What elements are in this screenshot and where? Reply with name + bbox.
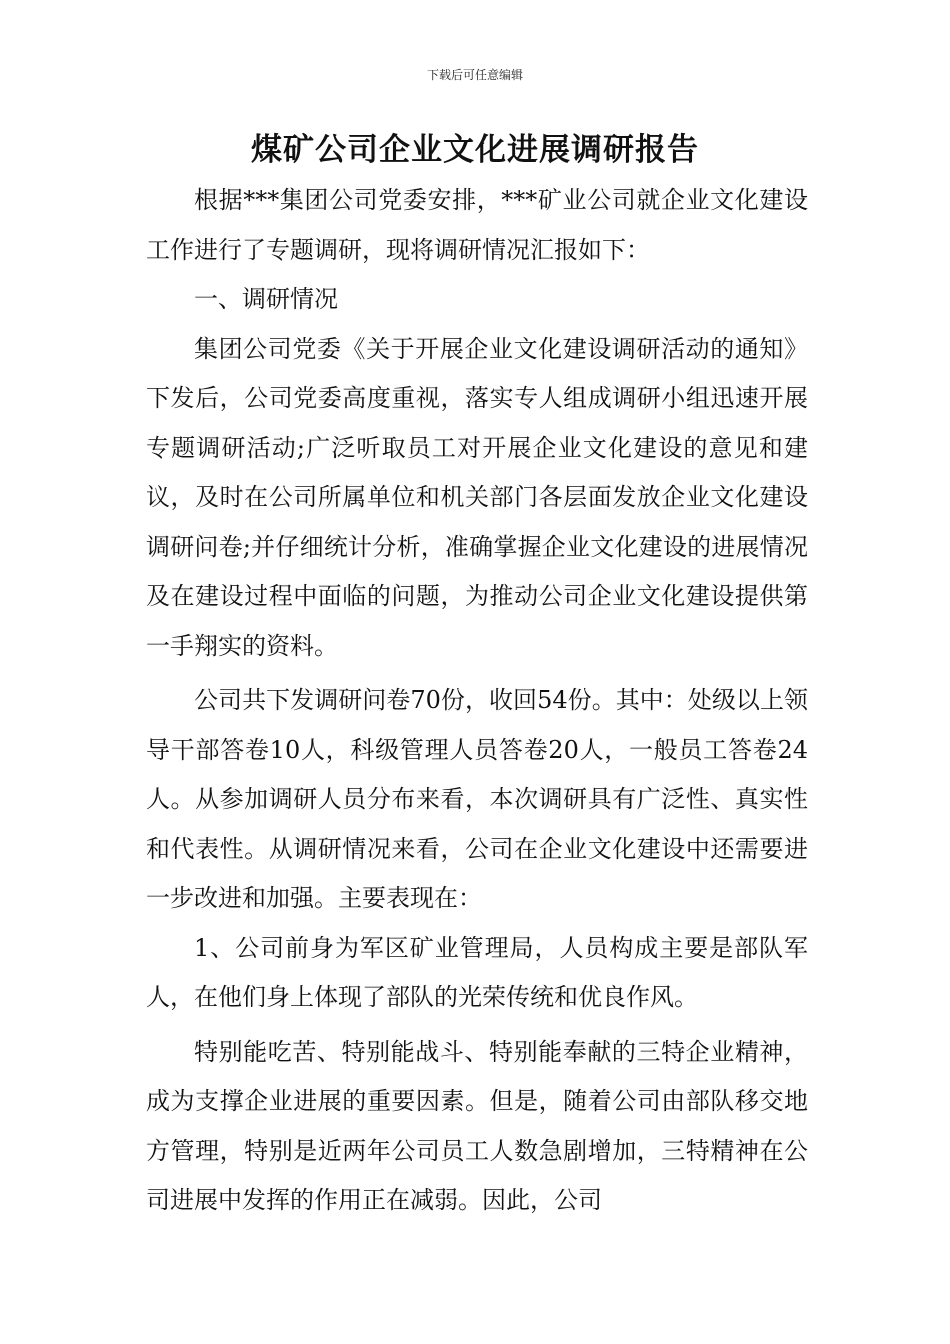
paragraph-survey-process: 集团公司党委《关于开展企业文化建设调研活动的通知》下发后，公司党委高度重视，落实专人组成调研小组迅速开展专题调研活动;广泛听取员工对开展企业文化建设的意见和建议，及时在公司所属单位和机关部门各层面发放企业文化建设调研问卷;并仔细统计分析，准确掌握企业文化建设的进展情况及在建设过程中面临的问题，为推动公司企业文化建设提供第一手翔实的资料。 [146,334,808,660]
paragraph-point-1: 1、公司前身为军区矿业管理局，人员构成主要是部队军人，在他们身上体现了部队的光荣传统和优良作风。 [146,933,808,1011]
document-title: 煤矿公司企业文化进展调研报告 [251,132,699,168]
paragraph-questionnaire: 公司共下发调研问卷70份，收回54份。其中：处级以上领导干部答卷10人，科级管理人员答卷20人，一般员工答卷24人。从参加调研人员分布来看，本次调研具有广泛性、真实性和代表性。从调研情况来看，公司在企业文化建设中还需要进一步改进和加强。主要表现在： [146,686,808,912]
document-body [146,176,808,1226]
paragraph-intro: 根据***集团公司党委安排，***矿业公司就企业文化建设工作进行了专题调研，现将调研情况汇报如下： [146,186,808,264]
paragraph-spirit: 特别能吃苦、特别能战斗、特别能奉献的三特企业精神，成为支撑企业进展的重要因素。但是，随着公司由部队移交地方管理，特别是近两年公司员工人数急剧增加，三特精神在公司进展中发挥的作用正在减弱。因此，公司 [146,1037,808,1214]
header-note: 下载后可任意编辑 [426,68,523,82]
section-heading-survey: 一、调研情况 [194,285,338,313]
